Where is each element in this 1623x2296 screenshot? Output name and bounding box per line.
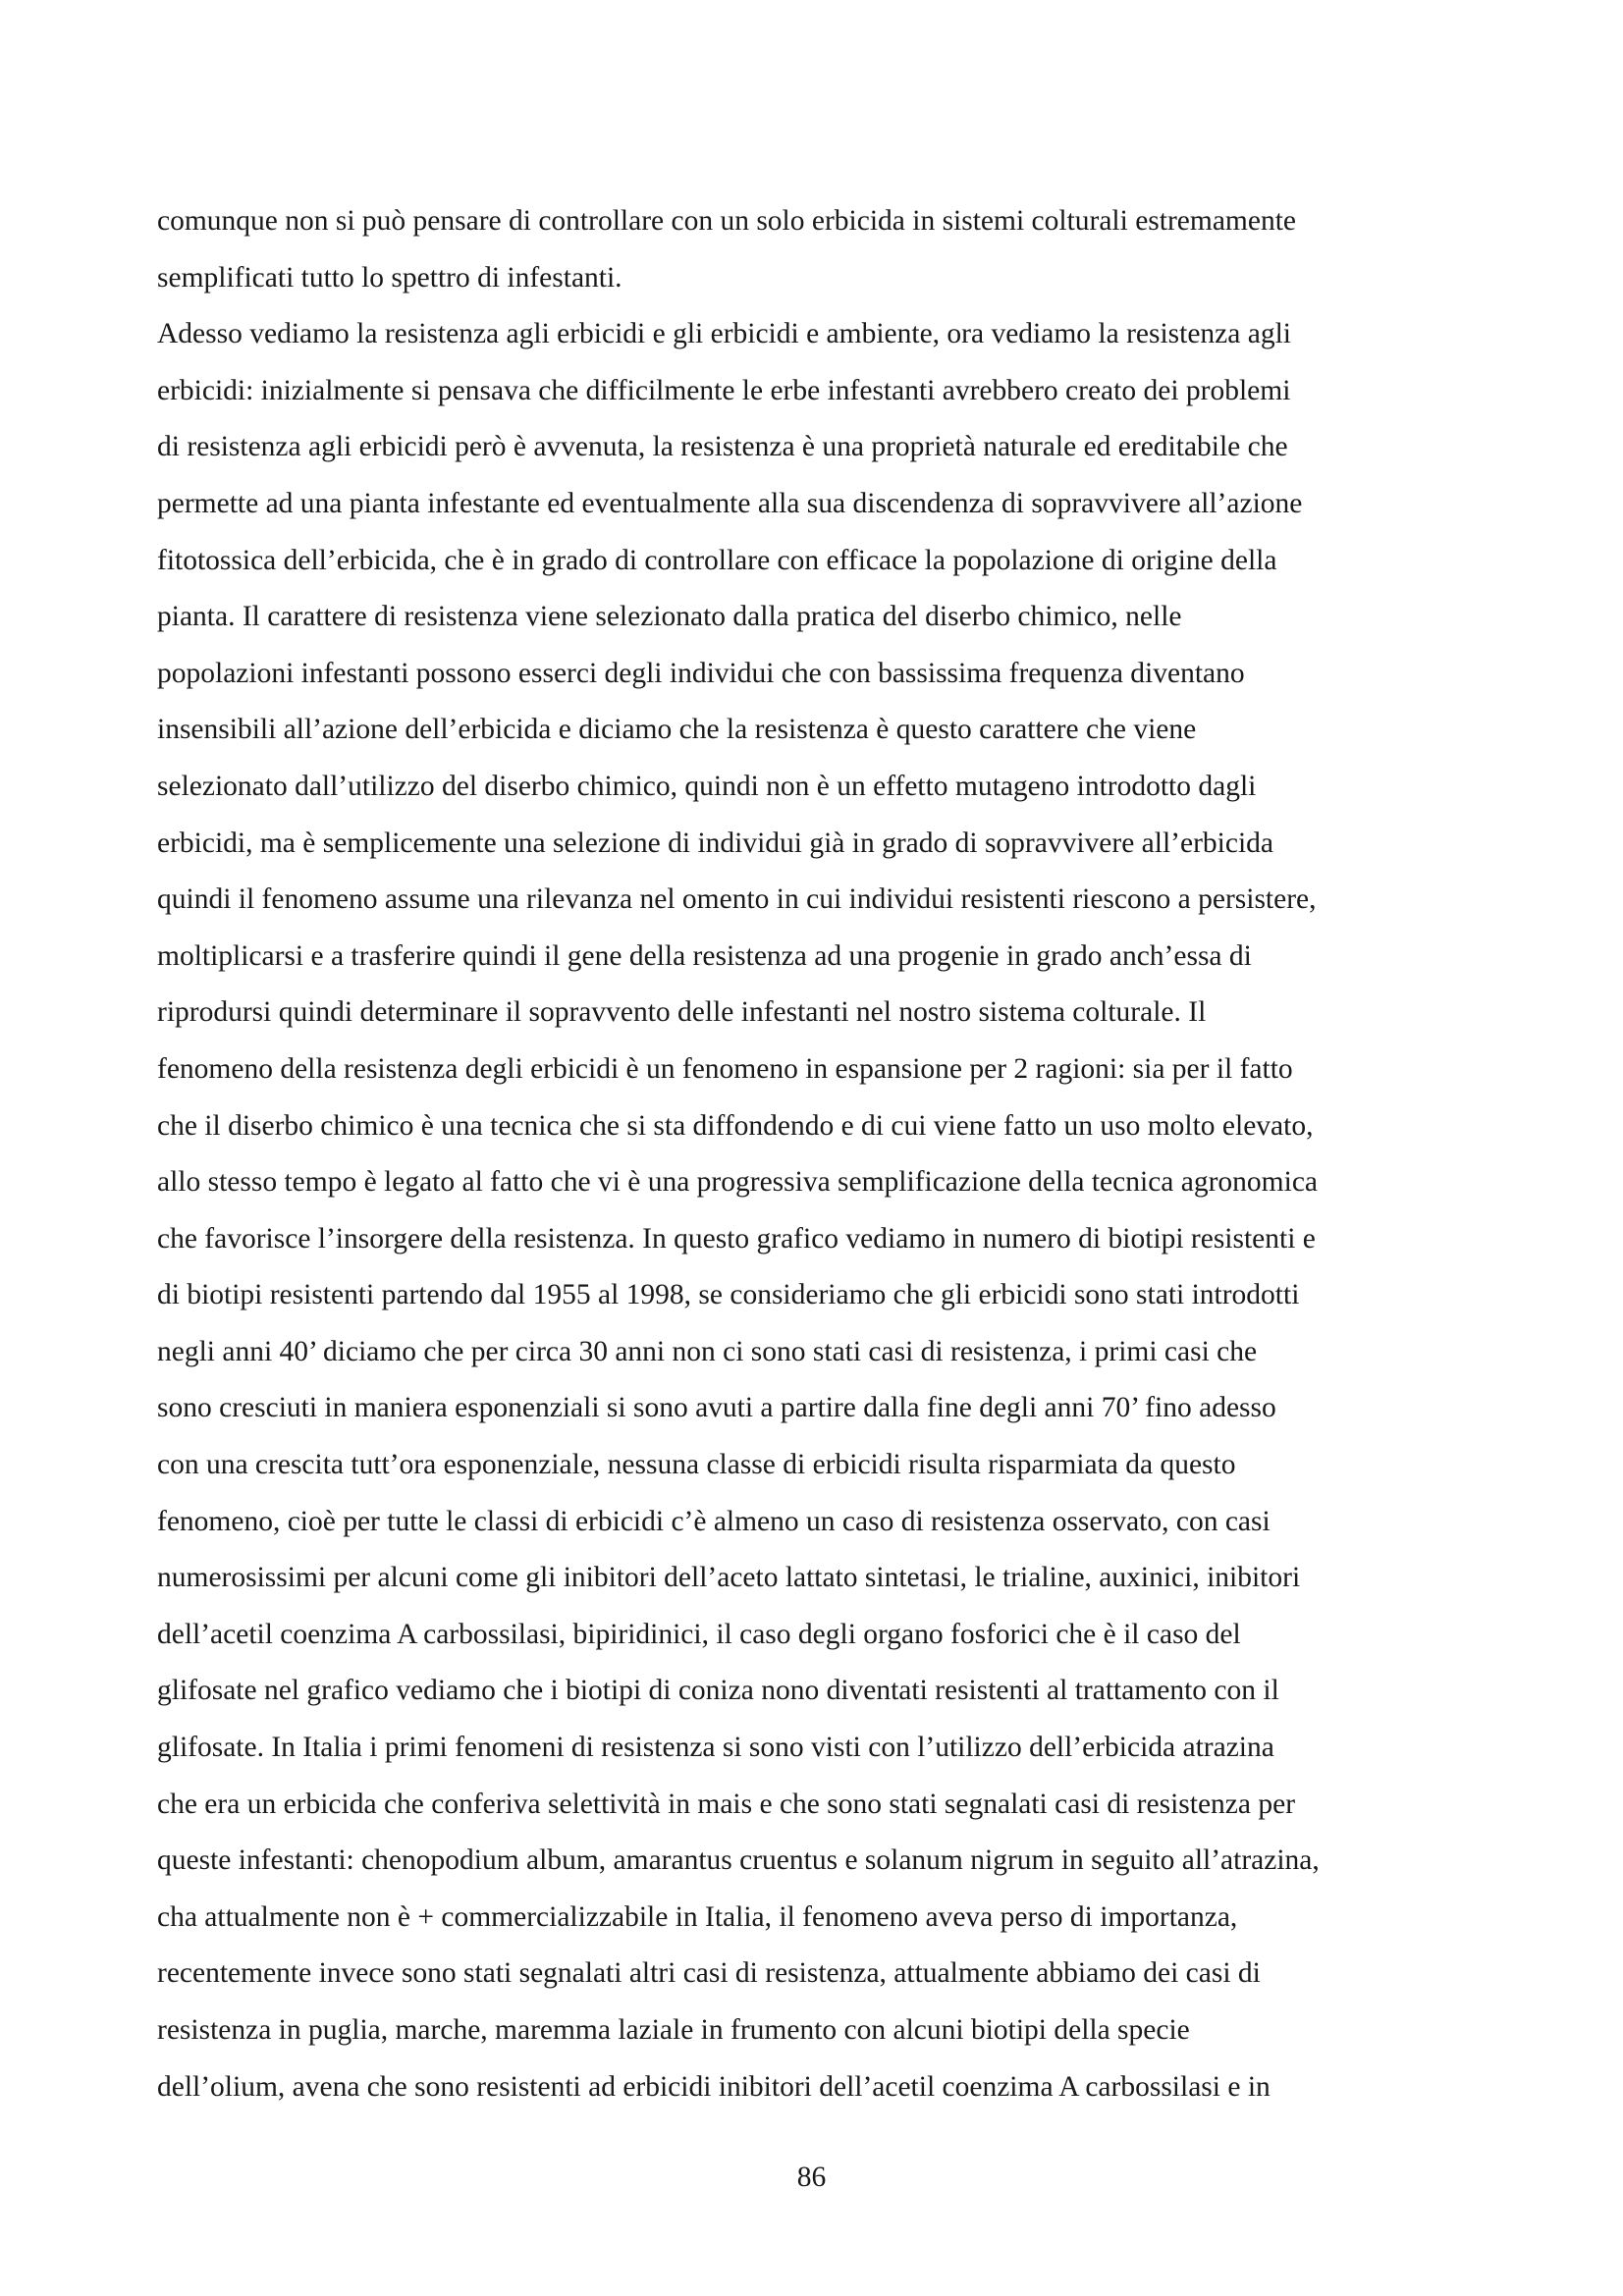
text-line: che favorisce l’insorgere della resistenza. In questo grafico vediamo in numero di biotipi resistenti e bbox=[157, 1222, 1316, 1255]
text-line: erbicidi, ma è semplicemente una selezione di individui già in grado di sopravvivere all’erbicida bbox=[157, 827, 1273, 859]
text-line: Adesso vediamo la resistenza agli erbicidi e gli erbicidi e ambiente, ora vediamo la resistenza agli bbox=[157, 318, 1291, 350]
text-line: selezionato dall’utilizzo del diserbo chimico, quindi non è un effetto mutageno introdotto dagli bbox=[157, 770, 1257, 802]
text-line: negli anni 40’ diciamo che per circa 30 anni non ci sono stati casi di resistenza, i primi casi che bbox=[157, 1335, 1258, 1367]
text-line: allo stesso tempo è legato al fatto che vi è una progressiva semplificazione della tecnica agronomica bbox=[157, 1166, 1319, 1199]
text-line: pianta. Il carattere di resistenza viene selezionato dalla pratica del diserbo chimico, nelle bbox=[157, 601, 1182, 633]
text-line: resistenza in puglia, marche, maremma laziale in frumento con alcuni biotipi della specie bbox=[157, 2014, 1190, 2046]
body-text bbox=[157, 193, 1488, 2115]
text-line: dell’acetil coenzima A carbossilasi, bipiridinici, il caso degli organo fosforici che è il caso del bbox=[157, 1618, 1241, 1650]
text-line: moltiplicarsi e a trasferire quindi il gene della resistenza ad una progenie in grado anch’essa di bbox=[157, 939, 1252, 972]
text-line: cha attualmente non è + commercializzabile in Italia, il fenomeno aveva perso di importanza, bbox=[157, 1900, 1238, 1933]
text-line: glifosate. In Italia i primi fenomeni di resistenza si sono visti con l’utilizzo dell’erbicida atrazina bbox=[157, 1732, 1274, 1764]
text-line: che il diserbo chimico è una tecnica che si sta diffondendo e di cui viene fatto un uso molto elevato, bbox=[157, 1109, 1314, 1142]
text-line: riprodursi quindi determinare il sopravvento delle infestanti nel nostro sistema colturale. Il bbox=[157, 996, 1207, 1029]
text-line: semplificati tutto lo spettro di infestanti. bbox=[157, 261, 622, 294]
text-line: di resistenza agli erbicidi però è avvenuta, la resistenza è una proprietà naturale ed ereditabile che bbox=[157, 431, 1288, 463]
text-line: fitotossica dell’erbicida, che è in grado di controllare con efficace la popolazione di origine della bbox=[157, 544, 1277, 576]
text-line: fenomeno della resistenza degli erbicidi è un fenomeno in espansione per 2 ragioni: sia per il fatto bbox=[157, 1052, 1293, 1085]
text-line: fenomeno, cioè per tutte le classi di erbicidi c’è almeno un caso di resistenza osservato, con casi bbox=[157, 1505, 1271, 1537]
text-line: glifosate nel grafico vediamo che i biotipi di coniza nono diventati resistenti al trattamento con il bbox=[157, 1675, 1279, 1707]
text-line: con una crescita tutt’ora esponenziale, nessuna classe di erbicidi risulta risparmiata da questo bbox=[157, 1449, 1236, 1481]
text-line: dell’olium, avena che sono resistenti ad erbicidi inibitori dell’acetil coenzima A carbossilasi e in bbox=[157, 2070, 1271, 2103]
text-line: queste infestanti: chenopodium album, amarantus cruentus e solanum nigrum in seguito all’atrazina, bbox=[157, 1844, 1320, 1877]
text-line: numerosissimi per alcuni come gli inibitori dell’aceto lattato sintetasi, le trialine, auxinici, inibitori bbox=[157, 1562, 1301, 1594]
text-line: che era un erbicida che conferiva selettività in mais e che sono stati segnalati casi di resistenza per bbox=[157, 1788, 1296, 1820]
text-line: sono cresciuti in maniera esponenziali si sono avuti a partire dalla fine degli anni 70’ fino adesso bbox=[157, 1392, 1276, 1424]
text-line: recentemente invece sono stati segnalati altri casi di resistenza, attualmente abbiamo dei casi di bbox=[157, 1957, 1261, 1990]
text-line: erbicidi: inizialmente si pensava che difficilmente le erbe infestanti avrebbero creato dei problemi bbox=[157, 374, 1291, 406]
text-line: popolazioni infestanti possono esserci degli individui che con bassissima frequenza diventano bbox=[157, 657, 1245, 689]
text-line: permette ad una pianta infestante ed eventualmente alla sua discendenza di sopravvivere all’azione bbox=[157, 487, 1303, 519]
text-line: comunque non si può pensare di controllare con un solo erbicida in sistemi colturali estremamente bbox=[157, 205, 1297, 237]
text-line: insensibili all’azione dell’erbicida e diciamo che la resistenza è questo carattere che viene bbox=[157, 714, 1197, 746]
text-line: quindi il fenomeno assume una rilevanza nel omento in cui individui resistenti riescono a persistere, bbox=[157, 883, 1317, 916]
page-number: 86 bbox=[796, 2162, 827, 2193]
text-line: di biotipi resistenti partendo dal 1955 al 1998, se consideriamo che gli erbicidi sono stati introdotti bbox=[157, 1279, 1300, 1311]
